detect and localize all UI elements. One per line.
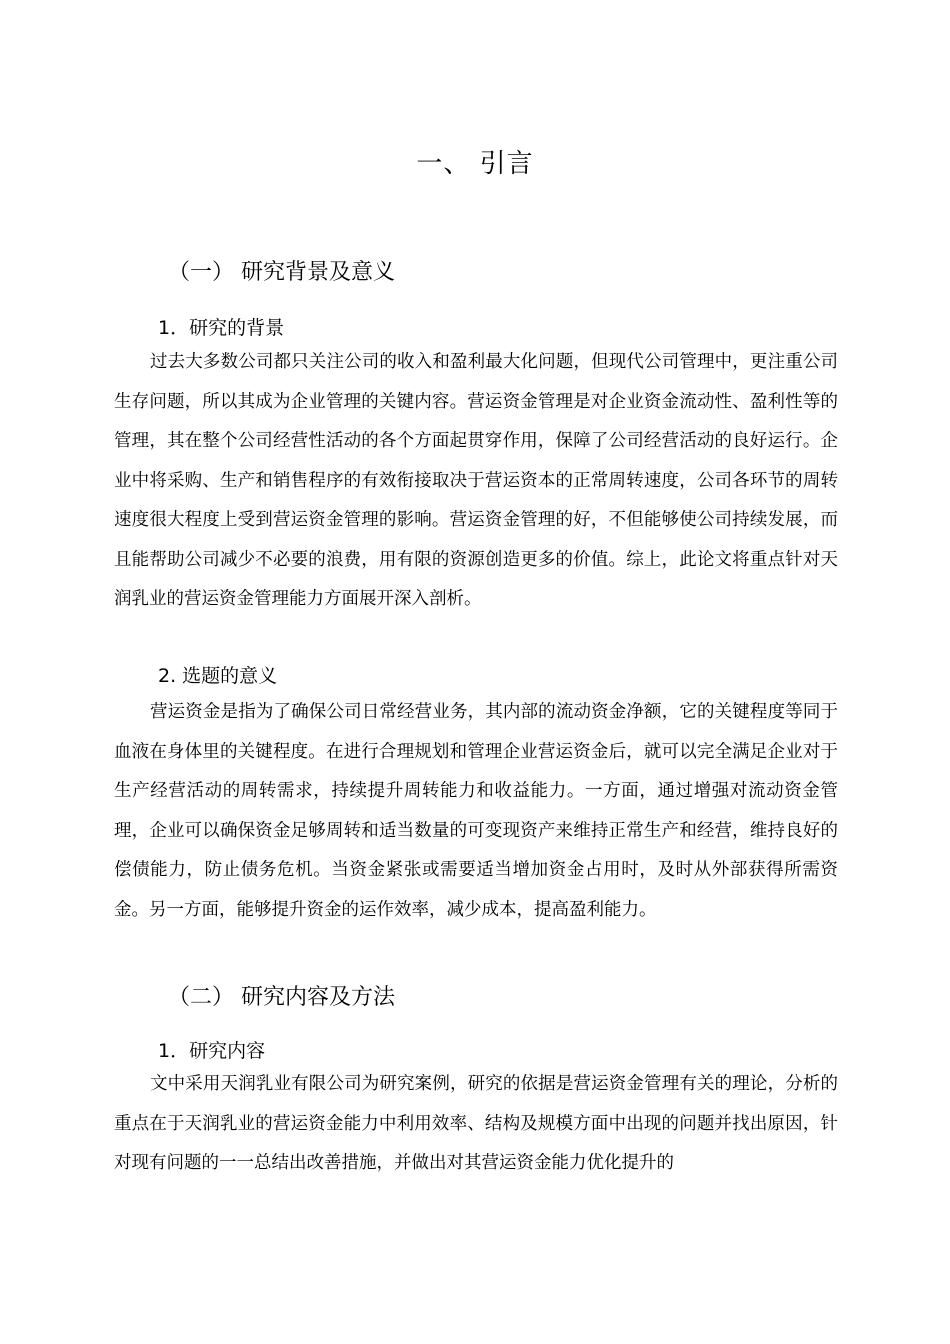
chapter-title: 一、 引言 xyxy=(416,149,534,179)
section-heading-content-methods: （二） 研究内容及方法 xyxy=(168,985,395,1010)
paragraph-significance: 营运资金是指为了确保公司日常经营业务，其内部的流动资金净额，它的关键程度等同于血液在身体里的关键程度。在进行合理规划和管理企业营运资金后，就可以完全满足企业对于生产经营活动的周转需求，持续提升周转能力和收益能力。一方面，通过增强对流动资金管理，企业可以确保资金足够周转和适当数量的可变现资产来维持正常生产和经营，维持良好的偿债能力，防止债务危机。当资金紧张或需要适当增加资金占用时，及时从外部获得所需资金。另一方面，能够提升资金的运作效率，减少成本，提高盈利能力。 xyxy=(114,702,838,920)
subsection-heading-significance: 2. 选题的意义 xyxy=(158,665,278,687)
subsection-heading-background: 1．研究的背景 xyxy=(158,317,285,339)
paragraph-background: 过去大多数公司都只关注公司的收入和盈利最大化问题，但现代公司管理中，更注重公司生存问题，所以其成为企业管理的关键内容。营运资金管理是对企业资金流动性、盈利性等的管理，其在整个公司经营性活动的各个方面起贯穿作用，保障了公司经营活动的良好运行。企业中将采购、生产和销售程序的有效衔接取决于营运资本的正常周转速度，公司各环节的周转速度很大程度上受到营运资金管理的影响。营运资金管理的好，不但能够使公司持续发展，而且能帮助公司减少不必要的浪费，用有限的资源创造更多的价值。综上，此论文将重点针对天润乳业的营运资金管理能力方面展开深入剖析。 xyxy=(114,352,838,609)
section-heading-background: （一） 研究背景及意义 xyxy=(168,260,395,285)
paragraph-content: 文中采用天润乳业有限公司为研究案例，研究的依据是营运资金管理有关的理论，分析的重点在于天润乳业的营运资金能力中利用效率、结构及规模方面中出现的问题并找出原因，针对现有问题的一一总结出改善措施，并做出对其营运资金能力优化提升的 xyxy=(114,1074,838,1173)
subsection-heading-content: 1．研究内容 xyxy=(158,1040,266,1062)
